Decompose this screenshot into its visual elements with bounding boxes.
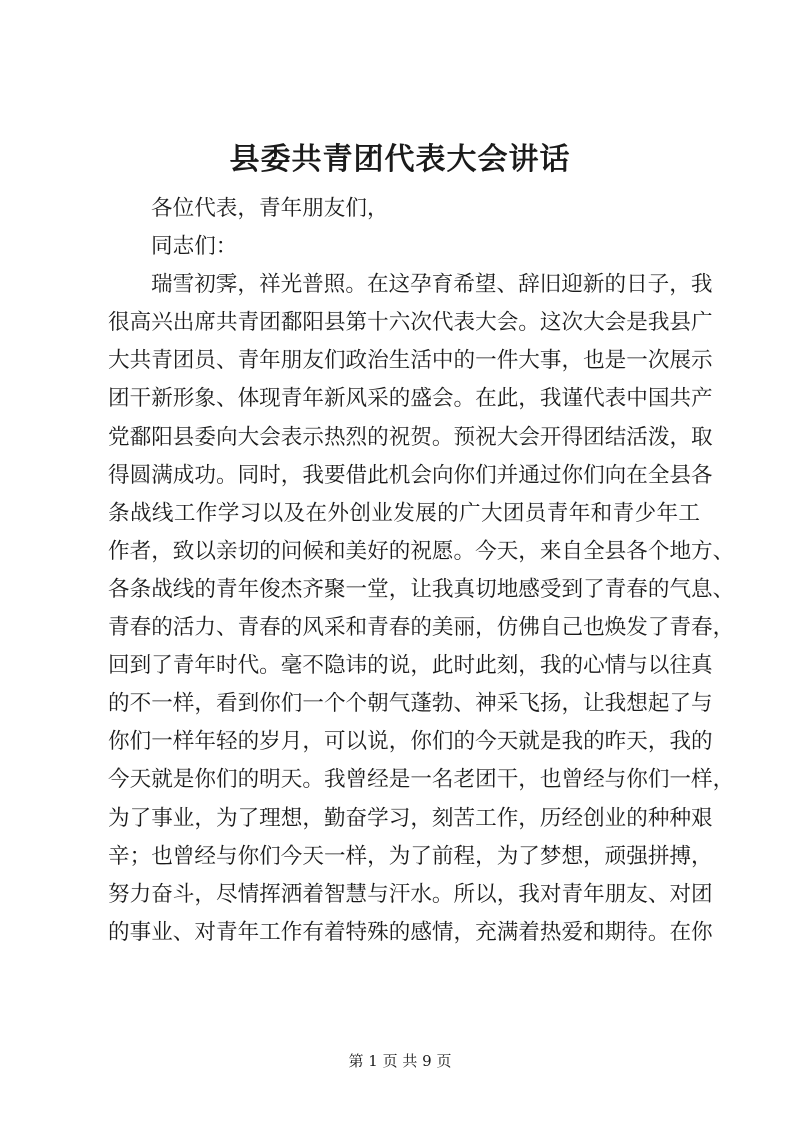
document-title: 县委共青团代表大会讲话 — [229, 142, 571, 177]
paragraph-line: 回到了青年时代。毫不隐讳的说，此时此刻，我的心情与以往真 — [108, 653, 713, 679]
paragraph-line: 大共青团员、青年朋友们政治生活中的一件大事，也是一次展示 — [108, 348, 713, 374]
paragraph-line: 得圆满成功。同时，我要借此机会向你们并通过你们向在全县各 — [108, 462, 713, 488]
paragraph-line: 你们一样年轻的岁月，可以说，你们的今天就是我的昨天，我的 — [108, 729, 713, 755]
paragraph-line: 各条战线的青年俊杰齐聚一堂，让我真切地感受到了青春的气息、 — [108, 576, 735, 602]
paragraph-line: 青春的活力、青春的风采和青春的美丽，仿佛自己也焕发了青春， — [108, 615, 735, 641]
speech-paragraph — [108, 266, 735, 952]
document-body — [108, 190, 735, 952]
paragraph-line: 团干新形象、体现青年新风采的盛会。在此，我谨代表中国共产 — [108, 386, 713, 412]
paragraph-line: 条战线工作学习以及在外创业发展的广大团员青年和青少年工 — [108, 500, 700, 526]
paragraph-line: 辛；也曾经与你们今天一样，为了前程，为了梦想，顽强拼搏， — [108, 843, 713, 869]
paragraph-line: 党鄱阳县委向大会表示热烈的祝贺。预祝大会开得团结活泼，取 — [108, 424, 713, 450]
paragraph-line: 的事业、对青年工作有着特殊的感情，充满着热爱和期待。在你 — [108, 919, 713, 945]
paragraph-line: 努力奋斗，尽情挥洒着智慧与汗水。所以，我对青年朋友、对团 — [108, 881, 713, 907]
page-indicator: 第 1 页 共 9 页 — [348, 1052, 452, 1070]
paragraph-line: 今天就是你们的明天。我曾经是一名老团干，也曾经与你们一样， — [108, 767, 735, 793]
paragraph-line: 的不一样，看到你们一个个朝气蓬勃、神采飞扬，让我想起了与 — [108, 691, 713, 717]
salutation-line-1: 各位代表，青年朋友们， — [151, 196, 389, 221]
paragraph-line: 瑞雪初霁，祥光普照。在这孕育希望、辞旧迎新的日子，我 — [151, 272, 713, 298]
paragraph-line: 作者，致以亲切的问候和美好的祝愿。今天，来自全县各个地方、 — [108, 538, 735, 564]
paragraph-line: 为了事业，为了理想，勤奋学习，刻苦工作，历经创业的种种艰 — [108, 805, 713, 831]
paragraph-line: 很高兴出席共青团鄱阳县第十六次代表大会。这次大会是我县广 — [108, 310, 713, 336]
salutation-line-2: 同志们： — [151, 234, 238, 260]
